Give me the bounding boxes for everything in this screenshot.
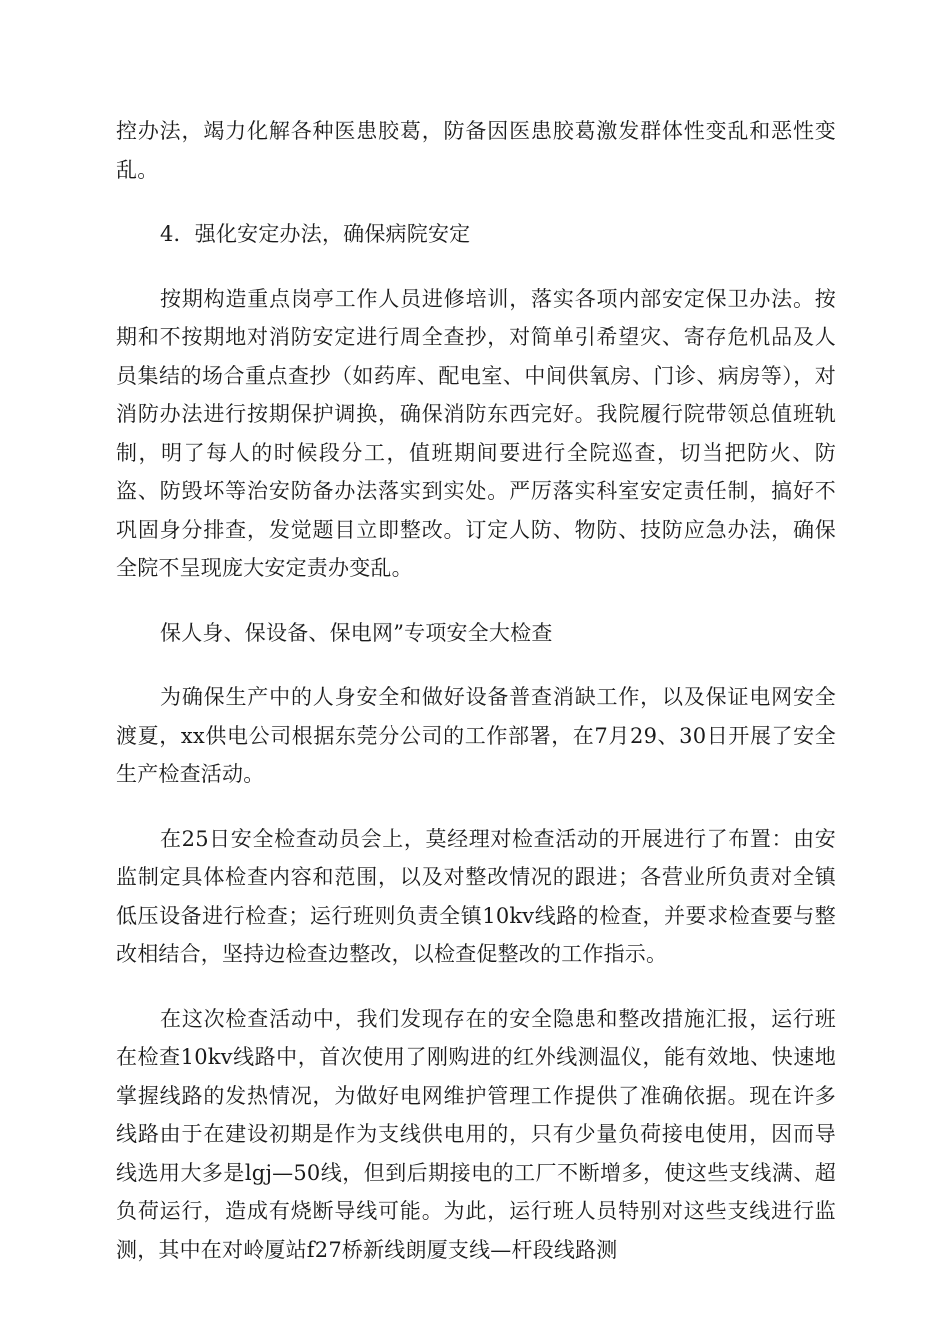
paragraph-mobilization-meeting: 在25日安全检查动员会上，莫经理对检查活动的开展进行了布置：由安监制定具体检查内容和范围，以及对整改情况的跟进；各营业所负责对全镇低压设备进行检查；运行班则负责全镇10kv线路的检查，并要求检查要与整改相结合，坚持边检查边整改，以检查促整改的工作指示。 [116, 826, 836, 966]
paragraph-inspection-findings: 在这次检查活动中，我们发现存在的安全隐患和整改措施汇报，运行班在检查10kv线路中，首次使用了刚购进的红外线测温仪，能有效地、快速地掌握线路的发热情况，为做好电网维护管理工作提供了准确依据。现在许多线路由于在建设初期是作为支线供电用的，只有少量负荷接电使用，因而导线选用大多是lgj—50线，但到后期接电的工厂不断增多，使这些支线满、超负荷运行，造成有烧断导线可能。为此，运行班人员特别对这些支线进行监测，其中在对岭厦站f27桥新线朗厦支线—杆段线路测 [116, 1006, 836, 1262]
section-heading-inspection: 保人身、保设备、保电网”专项安全大检查 [160, 620, 553, 645]
document-page [116, 112, 836, 1295]
paragraph-security-measures: 按期构造重点岗亭工作人员进修培训，落实各项内部安定保卫办法。按期和不按期地对消防安定进行周全查抄，对简单引希望灾、寄存危机品及人员集结的场合重点查抄（如药库、配电室、中间供氧房、门诊、病房等），对消防办法进行按期保护调换，确保消防东西完好。我院履行院带领总值班轨制，明了每人的时候段分工，值班期间要进行全院巡查，切当把防火、防盗、防毁坏等治安防备办法落实到实处。严厉落实科室安定责任制，搞好不巩固身分排查，发觉题目立即整改。订定人防、物防、技防应急办法，确保全院不呈现庞大安定责办变乱。 [116, 286, 836, 580]
paragraph-1: 控办法，竭力化解各种医患胶葛，防备因医患胶葛激发群体性变乱和恶性变乱。 [116, 119, 836, 182]
section-heading-4: 4．强化安定办法，确保病院安定 [160, 222, 471, 246]
paragraph-inspection-intro: 为确保生产中的人身安全和做好设备普查消缺工作，以及保证电网安全渡夏，xx供电公司根据东莞分公司的工作部署，在7月29、30日开展了安全生产检查活动。 [116, 685, 836, 786]
